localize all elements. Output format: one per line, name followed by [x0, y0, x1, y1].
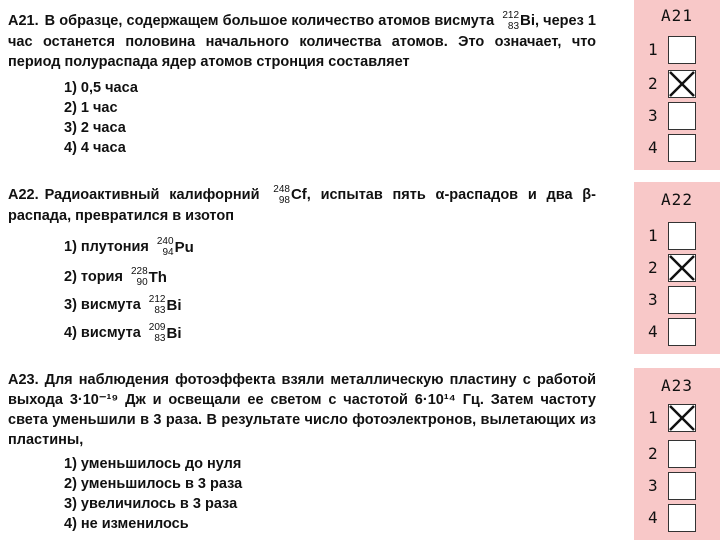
option-label: 1) плутония [64, 238, 149, 255]
question-number: A23. [8, 372, 39, 388]
element-symbol: Cf [290, 186, 307, 203]
option-1 [64, 236, 194, 258]
option-label: 3) висмута [64, 296, 141, 313]
answer-label: 1 [648, 226, 658, 245]
answer-option-3[interactable] [634, 472, 720, 500]
answer-option-3[interactable] [634, 102, 720, 130]
answer-label: 1 [648, 408, 658, 427]
option-label: 4) висмута [64, 324, 141, 341]
option-label: 2) тория [64, 268, 123, 285]
answer-checkbox[interactable] [668, 134, 696, 162]
answer-option-2[interactable] [634, 70, 720, 98]
mass-number: 212 [502, 10, 520, 21]
cross-mark-icon [669, 255, 695, 281]
question-a23-text [8, 370, 596, 450]
answer-label: 4 [648, 138, 658, 157]
answer-option-2[interactable] [634, 254, 720, 282]
answer-option-4[interactable] [634, 504, 720, 532]
question-a21-text [8, 10, 596, 72]
answer-checkbox[interactable] [668, 36, 696, 64]
answer-option-4[interactable] [634, 134, 720, 162]
answer-checkbox[interactable] [668, 318, 696, 346]
nuclide [149, 322, 182, 344]
answer-label: 3 [648, 290, 658, 309]
element-symbol: Bi [166, 296, 182, 314]
option-2: 2) 1 час [64, 100, 118, 116]
option-1: 1) уменьшилось до нуля [64, 456, 242, 472]
answer-checkbox-checked[interactable] [668, 254, 696, 282]
charge-number: 83 [154, 305, 166, 316]
mass-number: 212 [148, 294, 166, 305]
question-number: A22. [8, 186, 39, 203]
answer-panel-title: A23 [661, 376, 693, 395]
answer-label: 2 [648, 258, 658, 277]
answer-checkbox[interactable] [668, 222, 696, 250]
answer-label: 4 [648, 508, 658, 527]
answer-option-3[interactable] [634, 286, 720, 314]
charge-number: 83 [507, 21, 520, 32]
option-1: 1) 0,5 часа [64, 80, 138, 96]
option-3: 3) 2 часа [64, 120, 126, 136]
cross-mark-icon [669, 405, 695, 431]
question-text-part1: В образце, содержащем большое количество атомов висмута [44, 12, 495, 29]
answer-label: 2 [648, 74, 658, 93]
answer-option-1[interactable] [634, 404, 720, 432]
answer-option-2[interactable] [634, 440, 720, 468]
answer-label: 4 [648, 322, 658, 341]
question-text-part2: , через 1 час останется половина начального количества атомов. Это означает, что период полураспада ядер атомов стронция составляет [8, 12, 596, 70]
option-2: 2) уменьшилось в 3 раза [64, 476, 243, 492]
option-4: 4) 4 часа [64, 140, 126, 156]
nuclide [131, 266, 167, 288]
answer-panel-title: A22 [661, 190, 693, 209]
answer-option-1[interactable] [634, 222, 720, 250]
mass-number: 248 [273, 184, 290, 195]
answer-panel-title: A21 [661, 6, 693, 25]
answer-option-4[interactable] [634, 318, 720, 346]
answer-label: 2 [648, 444, 658, 463]
charge-number: 90 [136, 277, 148, 288]
answer-checkbox[interactable] [668, 286, 696, 314]
element-symbol: Bi [166, 324, 182, 342]
mass-number: 209 [148, 322, 166, 333]
option-2 [64, 266, 167, 288]
option-4: 4) не изменилось [64, 516, 189, 532]
answer-checkbox[interactable] [668, 472, 696, 500]
answer-checkbox[interactable] [668, 440, 696, 468]
question-number: A21. [8, 12, 39, 29]
answer-panel-a22 [634, 182, 720, 354]
nuclide [502, 10, 535, 32]
charge-number: 98 [278, 195, 290, 206]
answer-checkbox-checked[interactable] [668, 70, 696, 98]
question-text-part1: Радиоактивный калифорний [44, 186, 260, 203]
nuclide [157, 236, 194, 258]
answer-checkbox[interactable] [668, 102, 696, 130]
answer-label: 1 [648, 40, 658, 59]
option-4 [64, 322, 181, 344]
mass-number: 240 [156, 236, 174, 247]
element-symbol: Th [148, 268, 167, 286]
answer-panel-a21 [634, 0, 720, 170]
element-symbol: Pu [174, 238, 194, 256]
nuclide [149, 294, 182, 316]
nuclide [273, 184, 307, 206]
charge-number: 83 [154, 333, 166, 344]
answer-panel-a23 [634, 368, 720, 540]
charge-number: 94 [162, 247, 174, 258]
mass-number: 228 [130, 266, 148, 277]
answer-checkbox[interactable] [668, 504, 696, 532]
option-3 [64, 294, 181, 316]
question-text: Для наблюдения фотоэффекта взяли металлическую пластину с работой выхода 3·10⁻¹⁹ Дж и освещали ее светом с частотой 6·10¹⁴ Гц. Затем частоту света уменьшили в 3 раза. В результате число фотоэлектронов, вылетающих из пластины, [8, 372, 596, 448]
question-a22-text [8, 184, 596, 226]
cross-mark-icon [669, 71, 695, 97]
answer-checkbox-checked[interactable] [668, 404, 696, 432]
answer-label: 3 [648, 476, 658, 495]
option-3: 3) увеличилось в 3 раза [64, 496, 238, 512]
answer-option-1[interactable] [634, 36, 720, 64]
answer-label: 3 [648, 106, 658, 125]
element-symbol: Bi [520, 12, 536, 29]
question-text-part2: , испытав пять α-распадов и два β-распада, превратился в изотоп [8, 186, 596, 224]
